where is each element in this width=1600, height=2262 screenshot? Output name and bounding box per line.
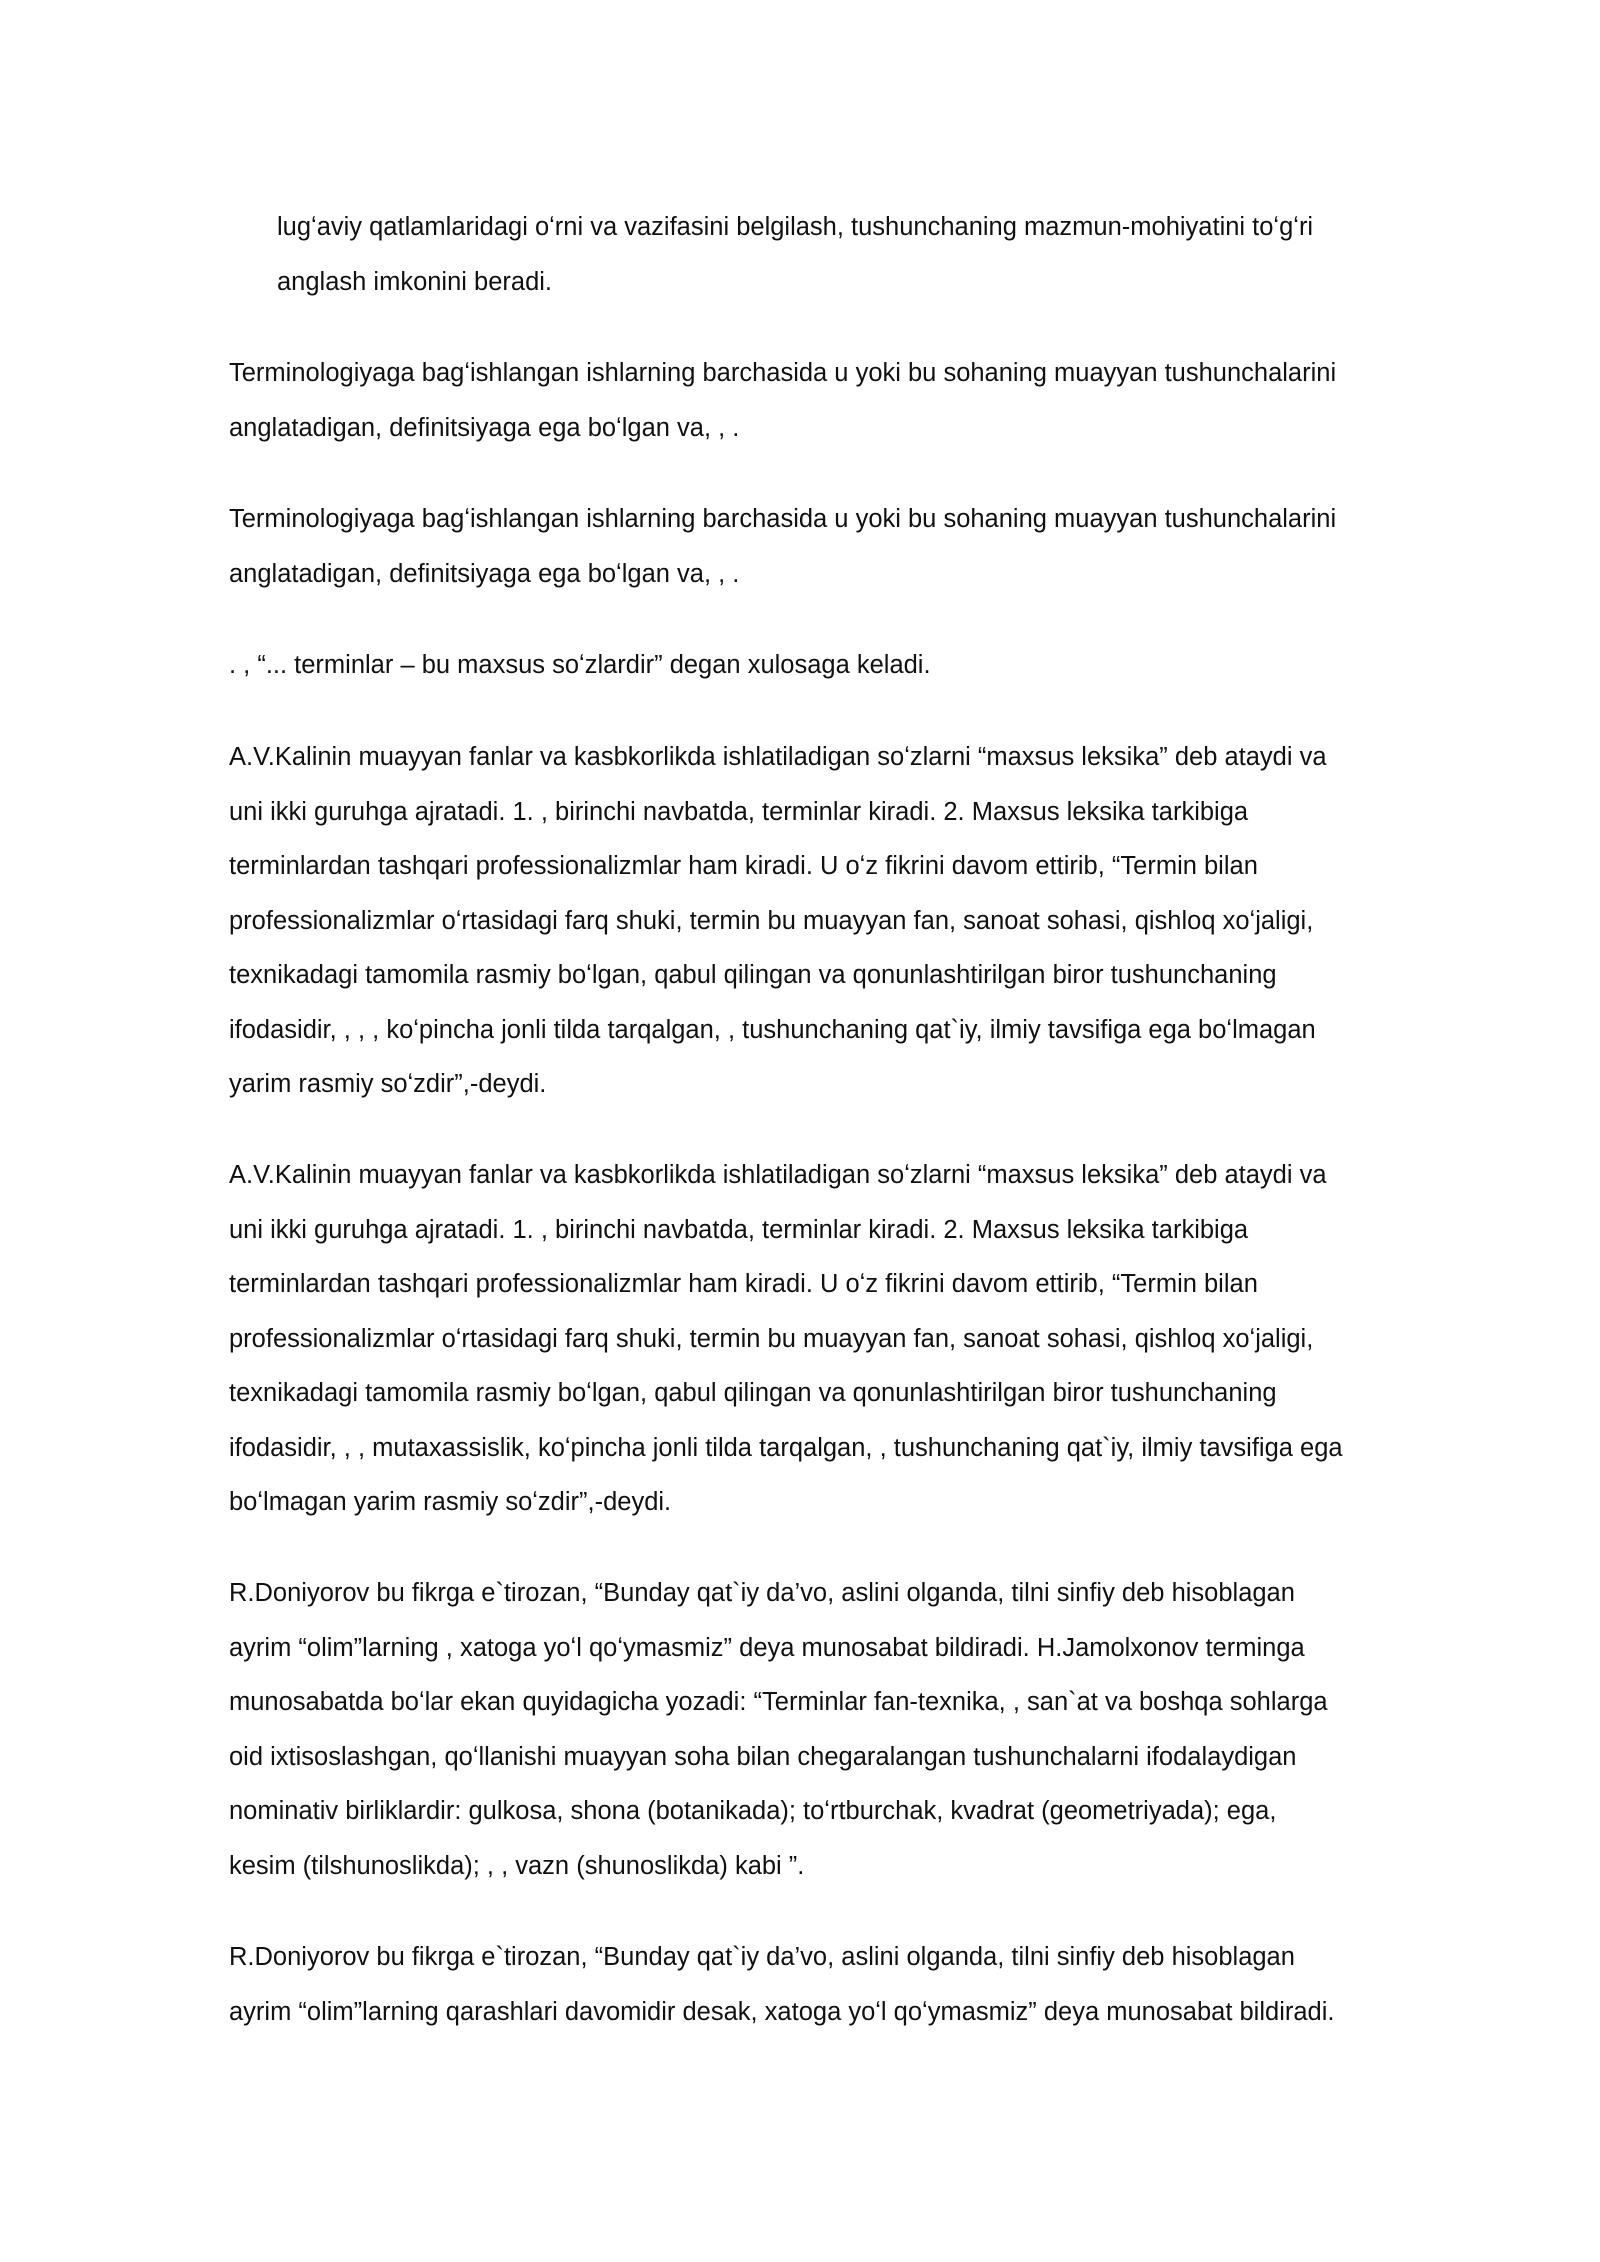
text-line: munosabatda boʻlar ekan quyidagicha yozadi: “Terminlar fan-texnika, , san`at va boshqa sohlarga — [229, 1688, 1328, 1716]
text-line: nominativ birliklardir: gulkosa, shona (botanikada); toʻrtburchak, kvadrat (geometriyada); ega, — [229, 1797, 1277, 1825]
text-line: terminlardan tashqari professionalizmlar ham kiradi. U oʻz fikrini davom ettirib, “Termin bilan — [229, 852, 1258, 880]
text-line: ifodasidir, , , , koʻpincha jonli tilda tarqalgan, , tushunchaning qat`iy, ilmiy tavsifiga ega boʻlmagan — [229, 1015, 1316, 1044]
text-line: Terminologiyaga bagʻishlangan ishlarning barchasida u yoki bu sohaning muayyan tushunchalarini — [229, 359, 1337, 387]
paragraph-1 — [277, 200, 1477, 309]
paragraph-6 — [229, 1148, 1429, 1530]
text-line: anglatadigan, definitsiyaga ega boʻlgan va, , . — [229, 413, 740, 442]
text-line: kesim (tilshunoslikda); , , vazn (shunoslikda) kabi ”. — [229, 1851, 805, 1880]
text-line: R.Doniyorov bu fikrga e`tirozan, “Bunday qat`iy da’vo, aslini olganda, tilni sinfiy deb hisoblagan — [229, 1579, 1295, 1607]
text-line: R.Doniyorov bu fikrga e`tirozan, “Bunday qat`iy da’vo, aslini olganda, tilni sinfiy deb hisoblagan — [229, 1943, 1295, 1971]
paragraph-5 — [229, 730, 1429, 1112]
paragraph-8 — [229, 1930, 1429, 2039]
text-line: oid ixtisoslashgan, qoʻllanishi muayyan soha bilan chegaralangan tushunchalarni ifodalaydigan — [229, 1742, 1297, 1771]
text-line: Terminologiyaga bagʻishlangan ishlarning barchasida u yoki bu sohaning muayyan tushunchalarini — [229, 505, 1337, 533]
text-line: anglash imkonini beradi. — [277, 267, 552, 296]
text-line: professionalizmlar oʻrtasidagi farq shuki, termin bu muayyan fan, sanoat sohasi, qishloq xoʻjaligi, — [229, 906, 1314, 935]
text-line: ayrim “olim”larning qarashlari davomidir desak, xatoga yoʻl qoʻymasmiz” deya munosabat bildiradi. — [229, 1997, 1335, 2026]
paragraph-4 — [229, 638, 1429, 693]
text-line: . , “... terminlar – bu maxsus soʻzlardir” degan xulosaga keladi. — [229, 651, 931, 679]
text-line: ifodasidir, , , mutaxassislik, koʻpincha jonli tilda tarqalgan, , tushunchaning qat`iy, ilmiy tavsifiga ega — [229, 1433, 1343, 1462]
paragraph-3 — [229, 492, 1429, 601]
text-line: ayrim “olim”larning , xatoga yoʻl qoʻymasmiz” deya munosabat bildiradi. H.Jamolxonov terminga — [229, 1633, 1305, 1662]
text-line: lugʻaviy qatlamlaridagi oʻrni va vazifasini belgilash, tushunchaning mazmun-mohiyatini toʻgʻri — [277, 213, 1314, 241]
paragraph-2 — [229, 346, 1429, 455]
text-line: A.V.Kalinin muayyan fanlar va kasbkorlikda ishlatiladigan soʻzlarni “maxsus leksika” deb ataydi va — [229, 743, 1327, 771]
text-line: uni ikki guruhga ajratadi. 1. , birinchi navbatda, terminlar kiradi. 2. Maxsus leksika tarkibiga — [229, 797, 1249, 826]
text-line: uni ikki guruhga ajratadi. 1. , birinchi navbatda, terminlar kiradi. 2. Maxsus leksika tarkibiga — [229, 1215, 1249, 1244]
text-line: terminlardan tashqari professionalizmlar ham kiradi. U oʻz fikrini davom ettirib, “Termin bilan — [229, 1270, 1258, 1298]
text-line: texnikadagi tamomila rasmiy boʻlgan, qabul qilingan va qonunlashtirilgan biror tushunchaning — [229, 961, 1277, 989]
text-line: texnikadagi tamomila rasmiy boʻlgan, qabul qilingan va qonunlashtirilgan biror tushunchaning — [229, 1379, 1277, 1407]
text-line: boʻlmagan yarim rasmiy soʻzdir”,-deydi. — [229, 1488, 672, 1516]
text-line: professionalizmlar oʻrtasidagi farq shuki, termin bu muayyan fan, sanoat sohasi, qishloq xoʻjaligi, — [229, 1324, 1314, 1353]
paragraph-7 — [229, 1566, 1429, 1893]
text-line: anglatadigan, definitsiyaga ega boʻlgan va, , . — [229, 559, 740, 588]
text-line: yarim rasmiy soʻzdir”,-deydi. — [229, 1070, 547, 1098]
text-line: A.V.Kalinin muayyan fanlar va kasbkorlikda ishlatiladigan soʻzlarni “maxsus leksika” deb ataydi va — [229, 1161, 1327, 1189]
